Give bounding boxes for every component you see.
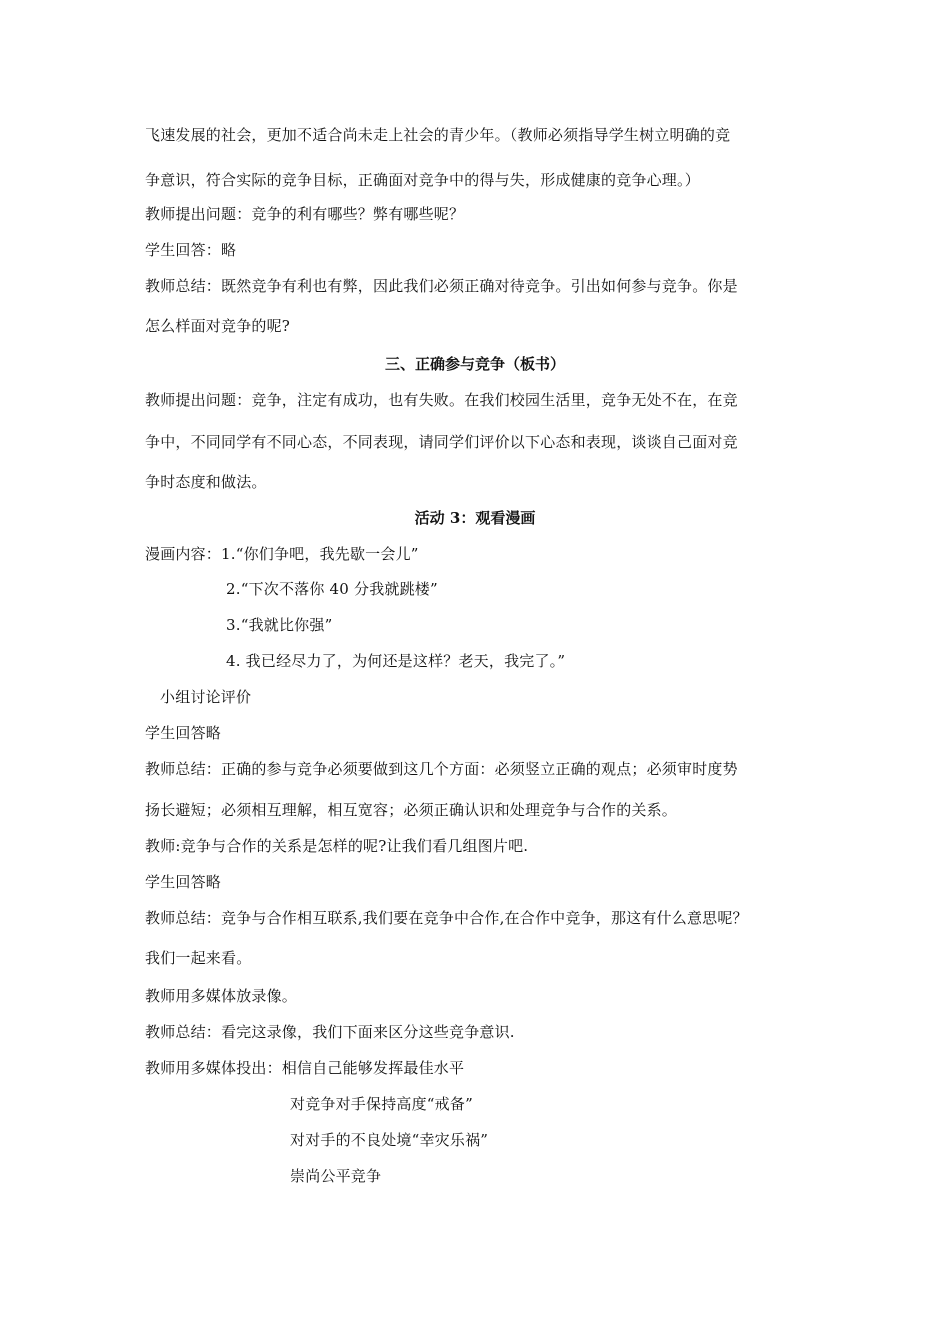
teacher-summary-line: 我们一起来看。: [145, 949, 252, 967]
student-answer: 学生回答略: [145, 724, 222, 742]
teacher-question: 教师提出问题：竞争的利有哪些？弊有哪些呢？: [145, 205, 465, 223]
teacher-summary-line: 教师总结：竞争与合作相互联系,我们要在竞争中合作,在合作中竞争，那这有什么意思呢？: [145, 909, 748, 927]
teacher-question-line: 争中，不同同学有不同心态，不同表现，请同学们评价以下心态和表现，谈谈自己面对竞: [145, 433, 738, 451]
group-discussion: 小组讨论评价: [160, 688, 252, 706]
comic-item: 漫画内容：1.“你们争吧，我先歇一会儿”: [145, 545, 419, 563]
teacher-summary-line: 怎么样面对竞争的呢?: [145, 317, 291, 335]
multimedia-item: 教师用多媒体投出：相信自己能够发挥最佳水平: [145, 1059, 465, 1077]
comic-item: 2.“下次不落你 40 分我就跳楼”: [226, 580, 438, 598]
student-answer: 学生回答略: [145, 873, 222, 891]
paragraph-line: 飞速发展的社会，更加不适合尚未走上社会的青少年。（教师必须指导学生树立明确的竞: [145, 126, 731, 144]
teacher-remark: 教师用多媒体放录像。: [145, 987, 298, 1005]
teacher-summary: 教师总结：看完这录像，我们下面来区分这些竞争意识.: [145, 1023, 515, 1041]
comic-item: 4. 我已经尽力了，为何还是这样？老天，我完了。”: [226, 652, 566, 670]
student-answer: 学生回答：略: [145, 241, 237, 259]
multimedia-item: 崇尚公平竞争: [290, 1167, 382, 1185]
teacher-summary-line: 扬长避短；必须相互理解，相互宽容；必须正确认识和处理竞争与合作的关系。: [145, 801, 678, 819]
multimedia-item: 对对手的不良处境“幸灾乐祸”: [290, 1131, 489, 1149]
teacher-summary-line: 教师总结：既然竞争有利也有弊，因此我们必须正确对待竞争。引出如何参与竞争。你是: [145, 277, 738, 295]
teacher-question-line: 教师提出问题：竞争，注定有成功，也有失败。在我们校园生活里，竞争无处不在，在竞: [145, 391, 738, 409]
section-heading: 三、正确参与竞争（板书）: [384, 355, 565, 373]
multimedia-item: 对竞争对手保持高度“戒备”: [290, 1095, 473, 1113]
activity-heading: 活动 3：观看漫画: [414, 509, 536, 527]
teacher-summary-line: 教师总结：正确的参与竞争必须要做到这几个方面：必须竖立正确的观点；必须审时度势: [145, 760, 738, 778]
paragraph-line: 争意识，符合实际的竞争目标，正确面对竞争中的得与失，形成健康的竞争心理。）: [145, 171, 700, 189]
teacher-question-line: 争时态度和做法。: [145, 473, 267, 491]
comic-item: 3.“我就比你强”: [226, 616, 333, 634]
teacher-remark: 教师:竞争与合作的关系是怎样的呢?让我们看几组图片吧.: [145, 837, 529, 855]
